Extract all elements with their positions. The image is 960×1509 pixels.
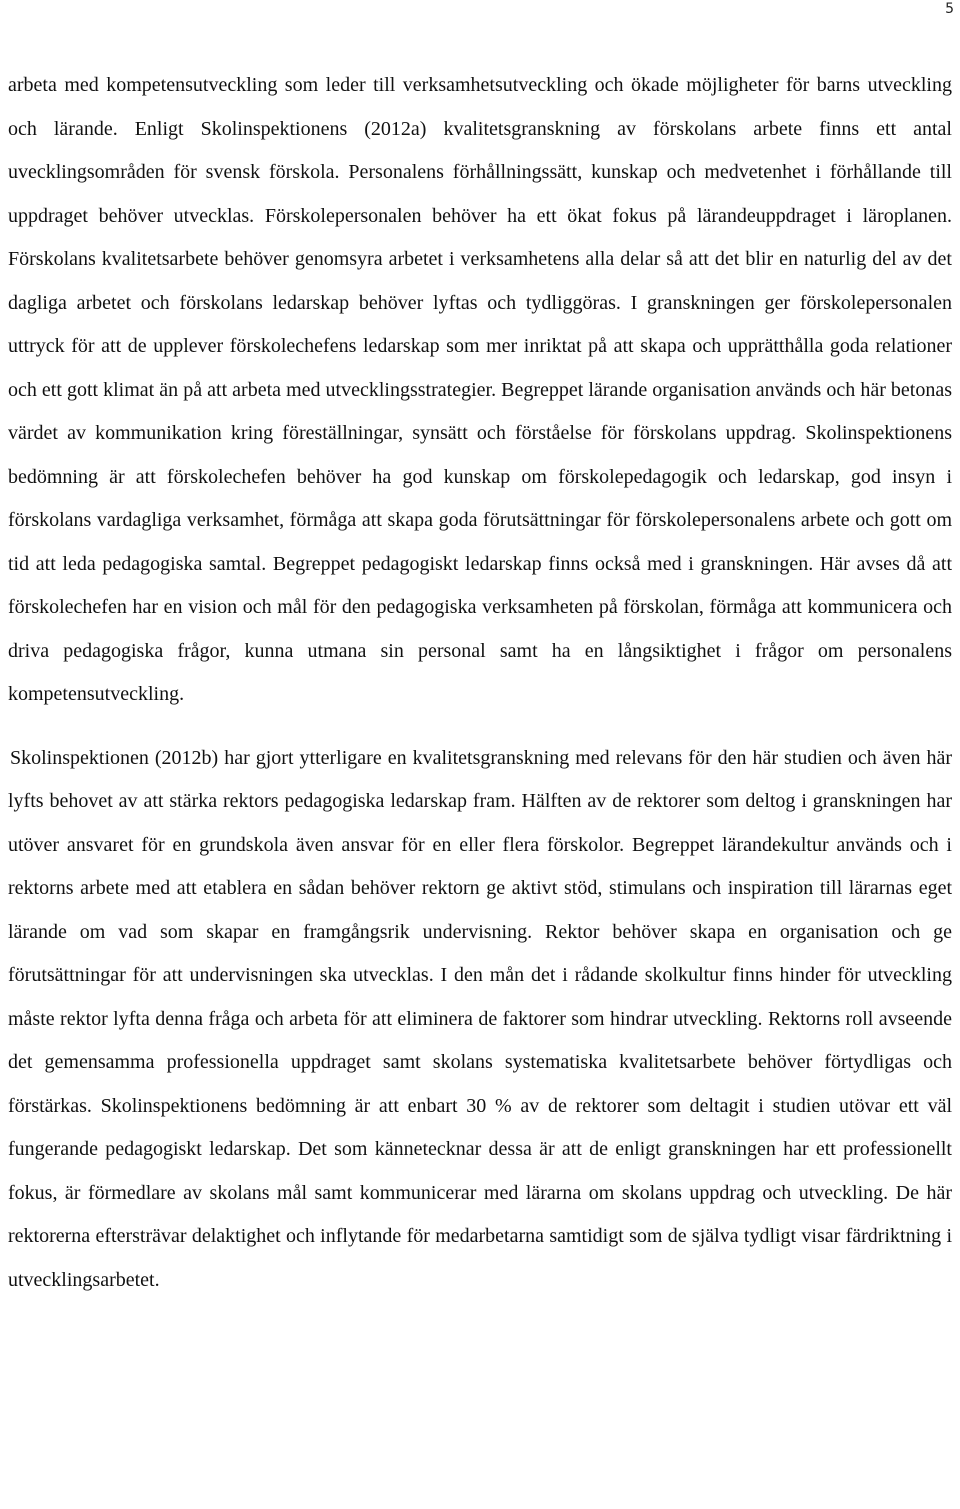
page-number: 5 [945,1,954,17]
document-body [8,64,952,1302]
body-paragraph-1: arbeta med kompetensutveckling som leder till verksamhetsutveckling och ökade möjligheter för barns utveckling och lärande. Enligt Skolinspektionens (2012a) kvalitetsgranskning av förskolans arbete finns ett antal uvecklingsområden för svensk förskola. Personalens förhållningssätt, kunskap och medvetenhet i förhållande till uppdraget behöver utvecklas. Förskolepersonalen behöver ha ett ökat fokus på lärandeuppdraget i läroplanen. Förskolans kvalitetsarbete behöver genomsyra arbetet i verksamhetens alla delar så att det blir en naturlig del av det dagliga arbetet och förskolans ledarskap behöver lyftas och tydliggöras. I granskningen ger förskolepersonalen uttryck för att de upplever förskolechefens ledarskap som mer inriktat på att skapa och upprätthålla goda relationer och ett gott klimat än på att arbeta med utvecklingsstrategier. Begreppet lärande organisation används och här betonas värdet av kommunikation kring föreställningar, synsätt och förståelse för förskolans uppdrag. Skolinspektionens bedömning är att förskolechefen behöver ha god kunskap om förskolepedagogik och ledarskap, god insyn i förskolans vardagliga verksamhet, förmåga att skapa goda förutsättningar för förskolepersonalens arbete och gott om tid att leda pedagogiska samtal. Begreppet pedagogiskt ledarskap finns också med i granskningen. Här avses då att förskolechefen har en vision och mål för den pedagogiska verksamheten på förskolan, förmåga att kommunicera och driva pedagogiska frågor, kunna utmana sin personal samt ha en långsiktighet i frågor om personalens kompetensutveckling. [8,74,952,705]
body-paragraph-2: Skolinspektionen (2012b) har gjort ytterligare en kvalitetsgranskning med relevans för den här studien och även här lyfts behovet av att stärka rektors pedagogiska ledarskap fram. Hälften av de rektorer som deltog i granskningen har utöver ansvaret för en grundskola även ansvar för en eller flera förskolor. Begreppet lärandekultur används och i rektorns arbete med att etablera en sådan behöver rektorn ge aktivt stöd, stimulans och inspiration till lärarnas eget lärande om vad som skapar en framgångsrik undervisning. Rektor behöver skapa en organisation och ge förutsättningar för att undervisningen ska utvecklas. I den mån det i rådande skolkultur finns hinder för utveckling måste rektor lyfta denna fråga och arbeta för att eliminera de faktorer som hindrar utveckling. Rektorns roll avseende det gemensamma professionella uppdraget samt skolans systematiska kvalitetsarbete behöver förtydligas och förstärkas. Skolinspektionens bedömning är att enbart 30 % av de rektorer som deltagit i studien utövar ett väl fungerande pedagogiskt ledarskap. Det som kännetecknar dessa är att de enligt granskningen har ett professionellt fokus, är förmedlare av skolans mål samt kommunicerar med lärarna om skolans uppdrag och utveckling. De här rektorerna eftersträvar delaktighet och inflytande för medarbetarna samtidigt som de själva tydligt visar färdriktning i utvecklingsarbetet. [8,746,952,1291]
